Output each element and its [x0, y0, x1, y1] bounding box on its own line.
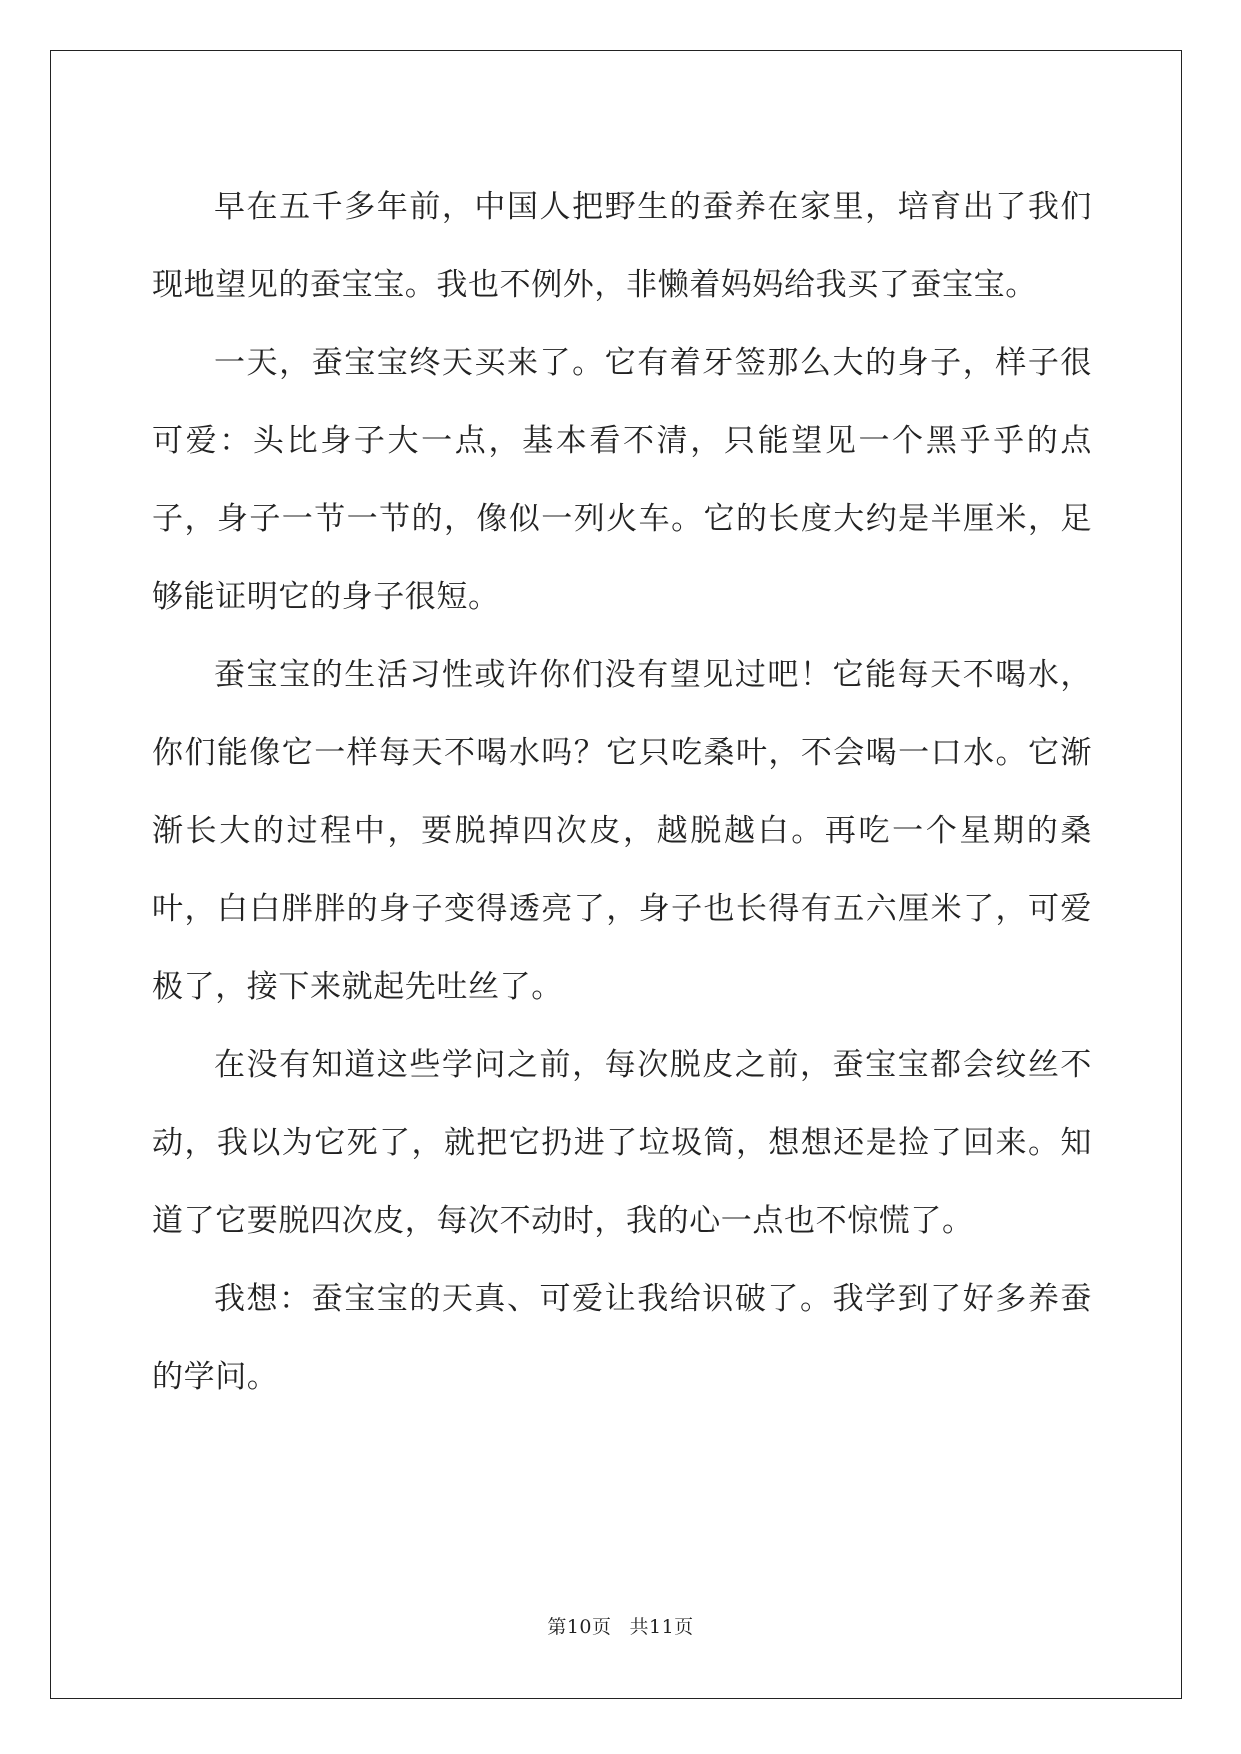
paragraph-3: 蚕宝宝的生活习性或许你们没有望见过吧！它能每天不喝水，你们能像它一样每天不喝水吗？它只吃桑叶，不会喝一口水。它渐渐长大的过程中，要脱掉四次皮，越脱越白。再吃一个星期的桑叶，白白胖胖的身子变得透亮了，身子也长得有五六厘米了，可爱极了，接下来就起先吐丝了。 [152, 657, 1092, 1005]
paragraph-4: 在没有知道这些学问之前，每次脱皮之前，蚕宝宝都会纹丝不动，我以为它死了，就把它扔进了垃圾筒，想想还是捡了回来。知道了它要脱四次皮，每次不动时，我的心一点也不惊慌了。 [152, 1047, 1092, 1239]
page-number-current: 第10页 [547, 1616, 612, 1638]
paragraph-2: 一天，蚕宝宝终天买来了。它有着牙签那么大的身子，样子很可爱：头比身子大一点，基本看不清，只能望见一个黑乎乎的点子，身子一节一节的，像似一列火车。它的长度大约是半厘米，足够能证明它的身子很短。 [152, 345, 1092, 615]
document-body [152, 168, 1092, 1416]
page-number-total: 共11页 [629, 1616, 694, 1638]
paragraph-5: 我想：蚕宝宝的天真、可爱让我给识破了。我学到了好多养蚕的学问。 [152, 1281, 1092, 1395]
page-footer [0, 1612, 1241, 1639]
paragraph-1: 早在五千多年前，中国人把野生的蚕养在家里，培育出了我们现地望见的蚕宝宝。我也不例外，非懒着妈妈给我买了蚕宝宝。 [152, 189, 1092, 303]
